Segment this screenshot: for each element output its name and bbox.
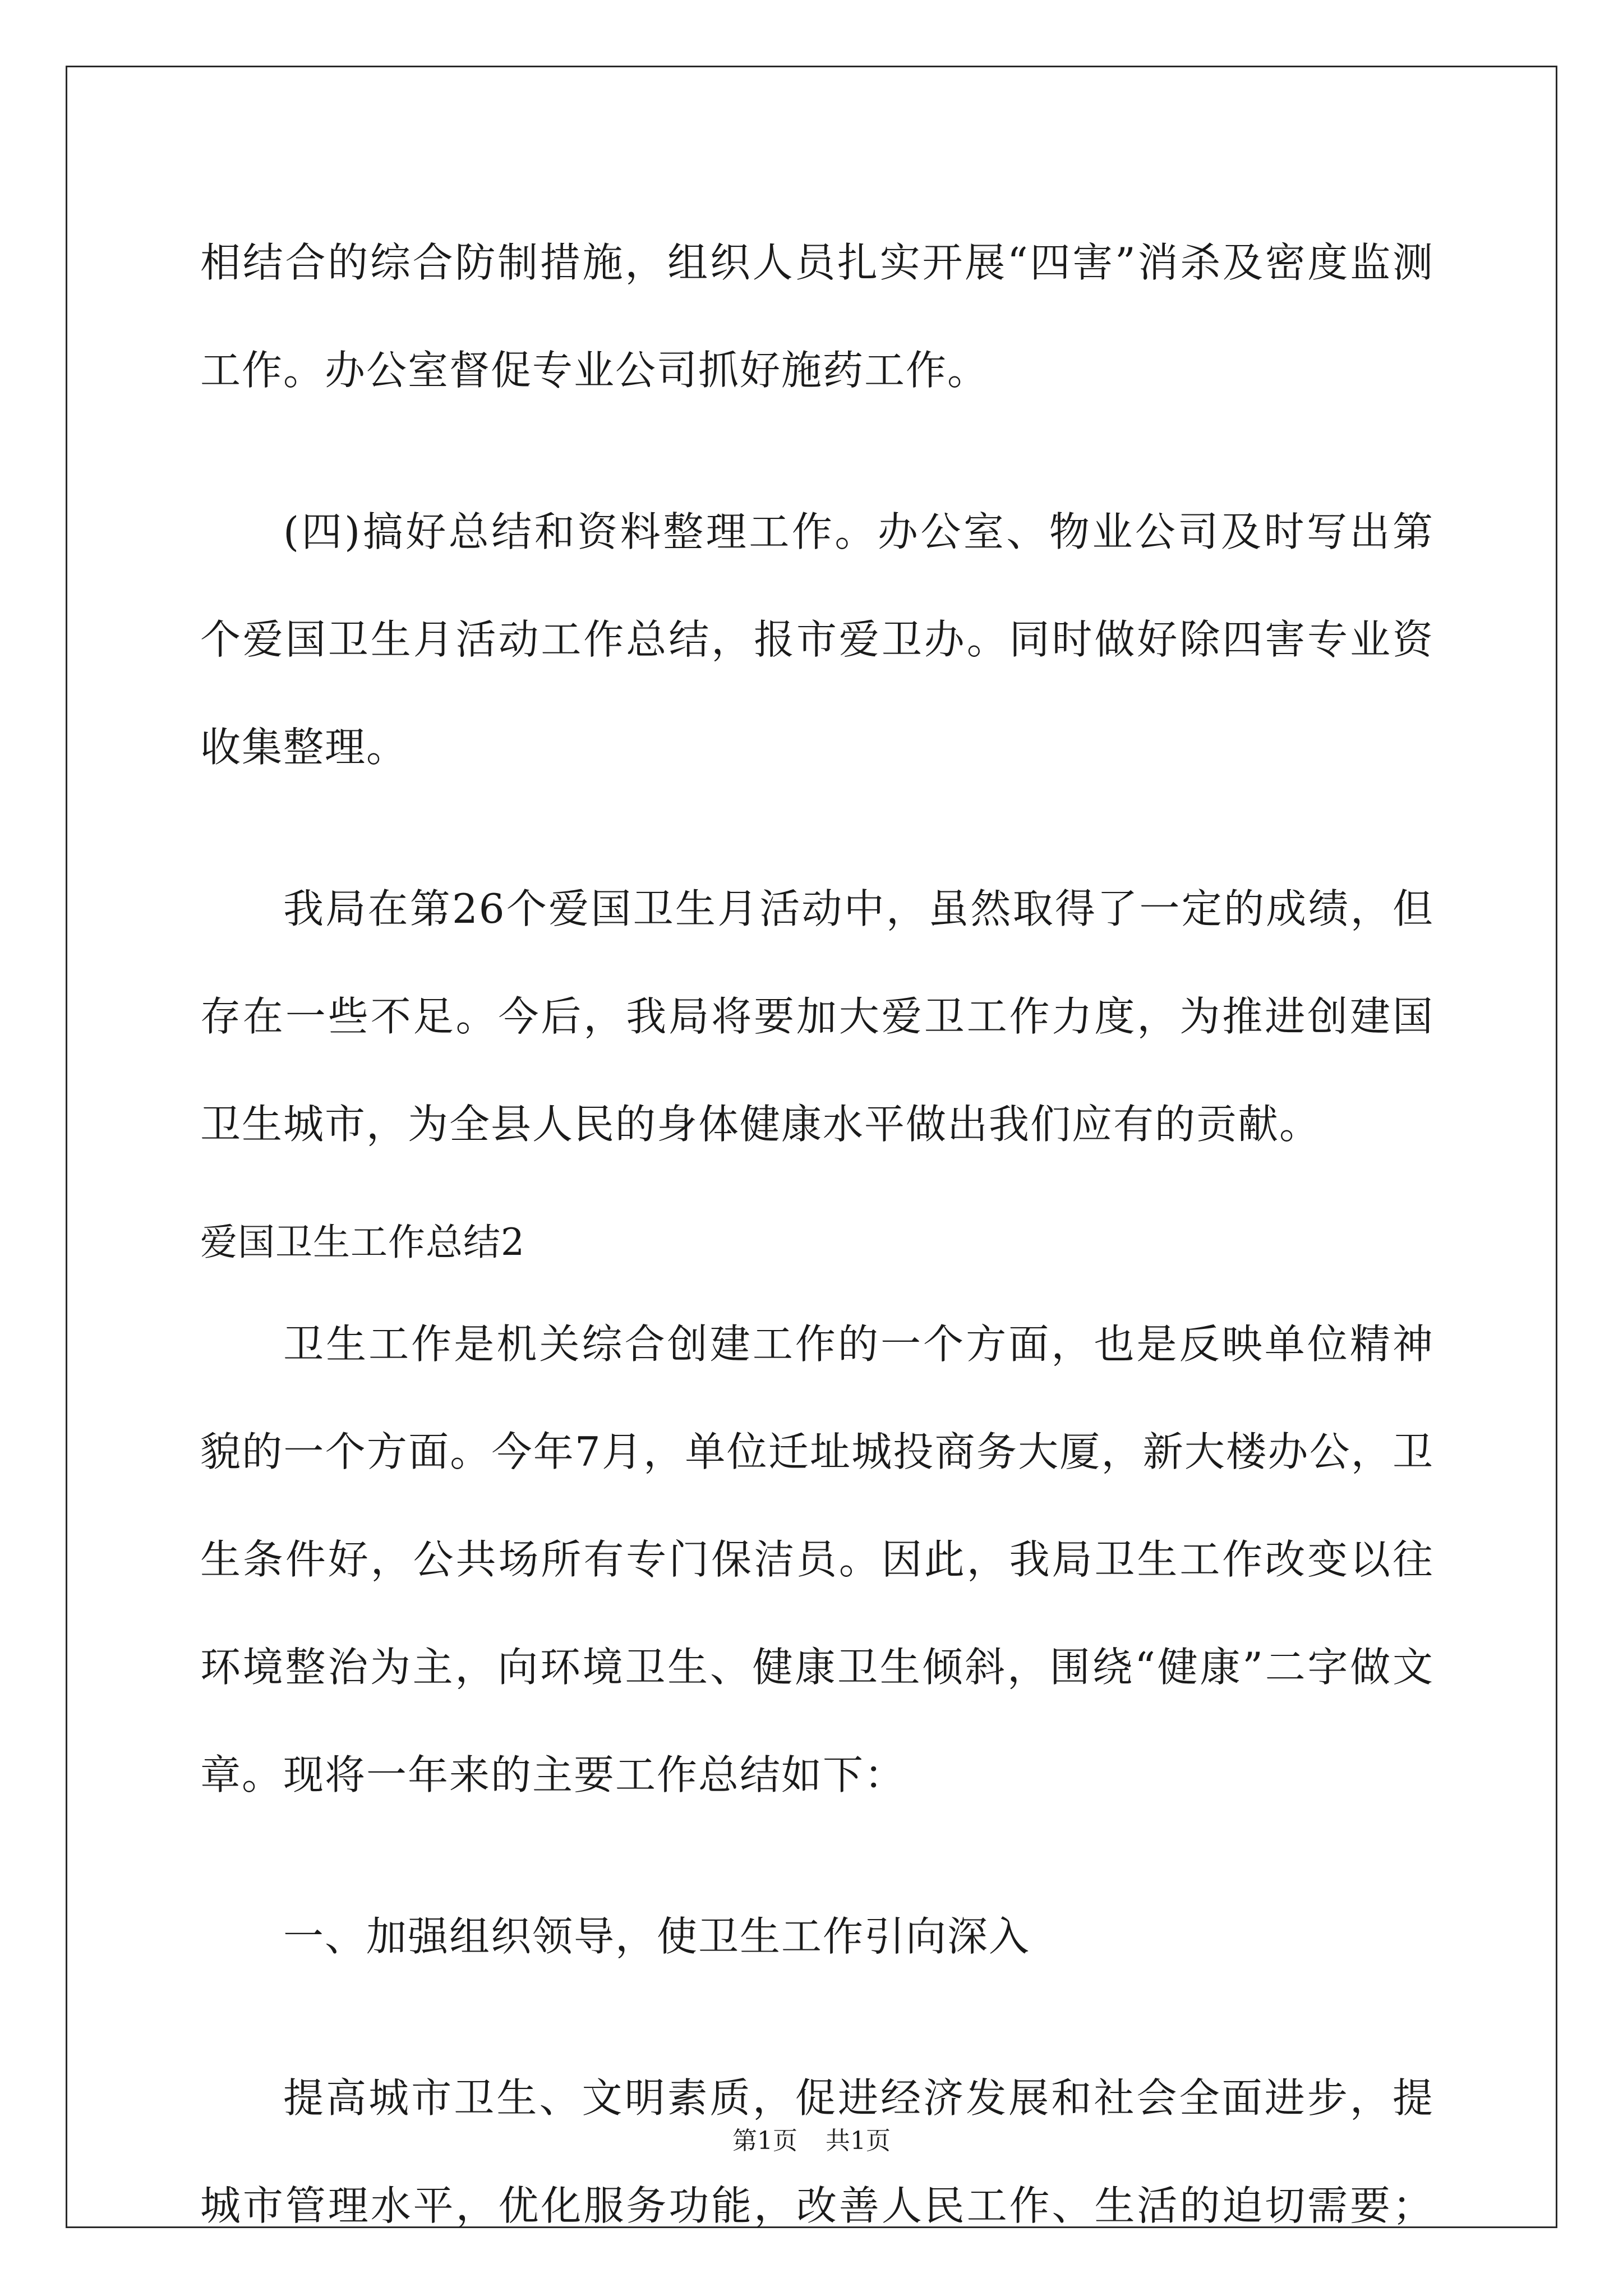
text-line: 个爱国卫生月活动工作总结，报市爱卫办。同时做好除四害专业资 [200, 616, 1434, 663]
text-line: 存在一些不足。今后，我局将要加大爱卫工作力度，为推进创建国 [200, 993, 1434, 1040]
page-number: 第1页 [732, 2127, 797, 2155]
text-line: 工作。办公室督促专业公司抓好施药工作。 [200, 347, 989, 394]
page-footer [0, 2120, 1623, 2156]
text-line: 貌的一个方面。今年7月，单位迁址城投商务大厦，新大楼办公，卫 [200, 1428, 1434, 1475]
text-line: 章。现将一年来的主要工作总结如下： [200, 1751, 906, 1798]
text-line: 一、加强组织领导，使卫生工作引向深入 [283, 1913, 1031, 1960]
text-line: (四)搞好总结和资料整理工作。办公室、物业公司及时写出第 [283, 508, 1434, 555]
text-line: 收集整理。 [200, 724, 408, 771]
document-body [200, 209, 1434, 2260]
text-line: 城市管理水平，优化服务功能，改善人民工作、生活的迫切需要； [200, 2182, 1434, 2229]
text-line: 我局在第26个爱国卫生月活动中，虽然取得了一定的成绩，但 [283, 885, 1434, 932]
text-line: 环境整治为主，向环境卫生、健康卫生倾斜，围绕“健康”二字做文 [200, 1644, 1434, 1691]
section-heading: 爱国卫生工作总结2 [200, 1221, 525, 1264]
page-total: 共1页 [826, 2127, 891, 2155]
text-line: 提高城市卫生、文明素质，促进经济发展和社会全面进步，提 [283, 2074, 1434, 2122]
text-line: 卫生城市，为全县人民的身体健康水平做出我们应有的贡献。 [200, 1101, 1321, 1148]
text-line: 卫生工作是机关综合创建工作的一个方面，也是反映单位精神 [283, 1320, 1434, 1368]
text-line: 相结合的综合防制措施，组织人员扎实开展“四害”消杀及密度监测 [200, 239, 1434, 286]
text-line: 生条件好，公共场所有专门保洁员。因此，我局卫生工作改变以往 [200, 1536, 1434, 1583]
